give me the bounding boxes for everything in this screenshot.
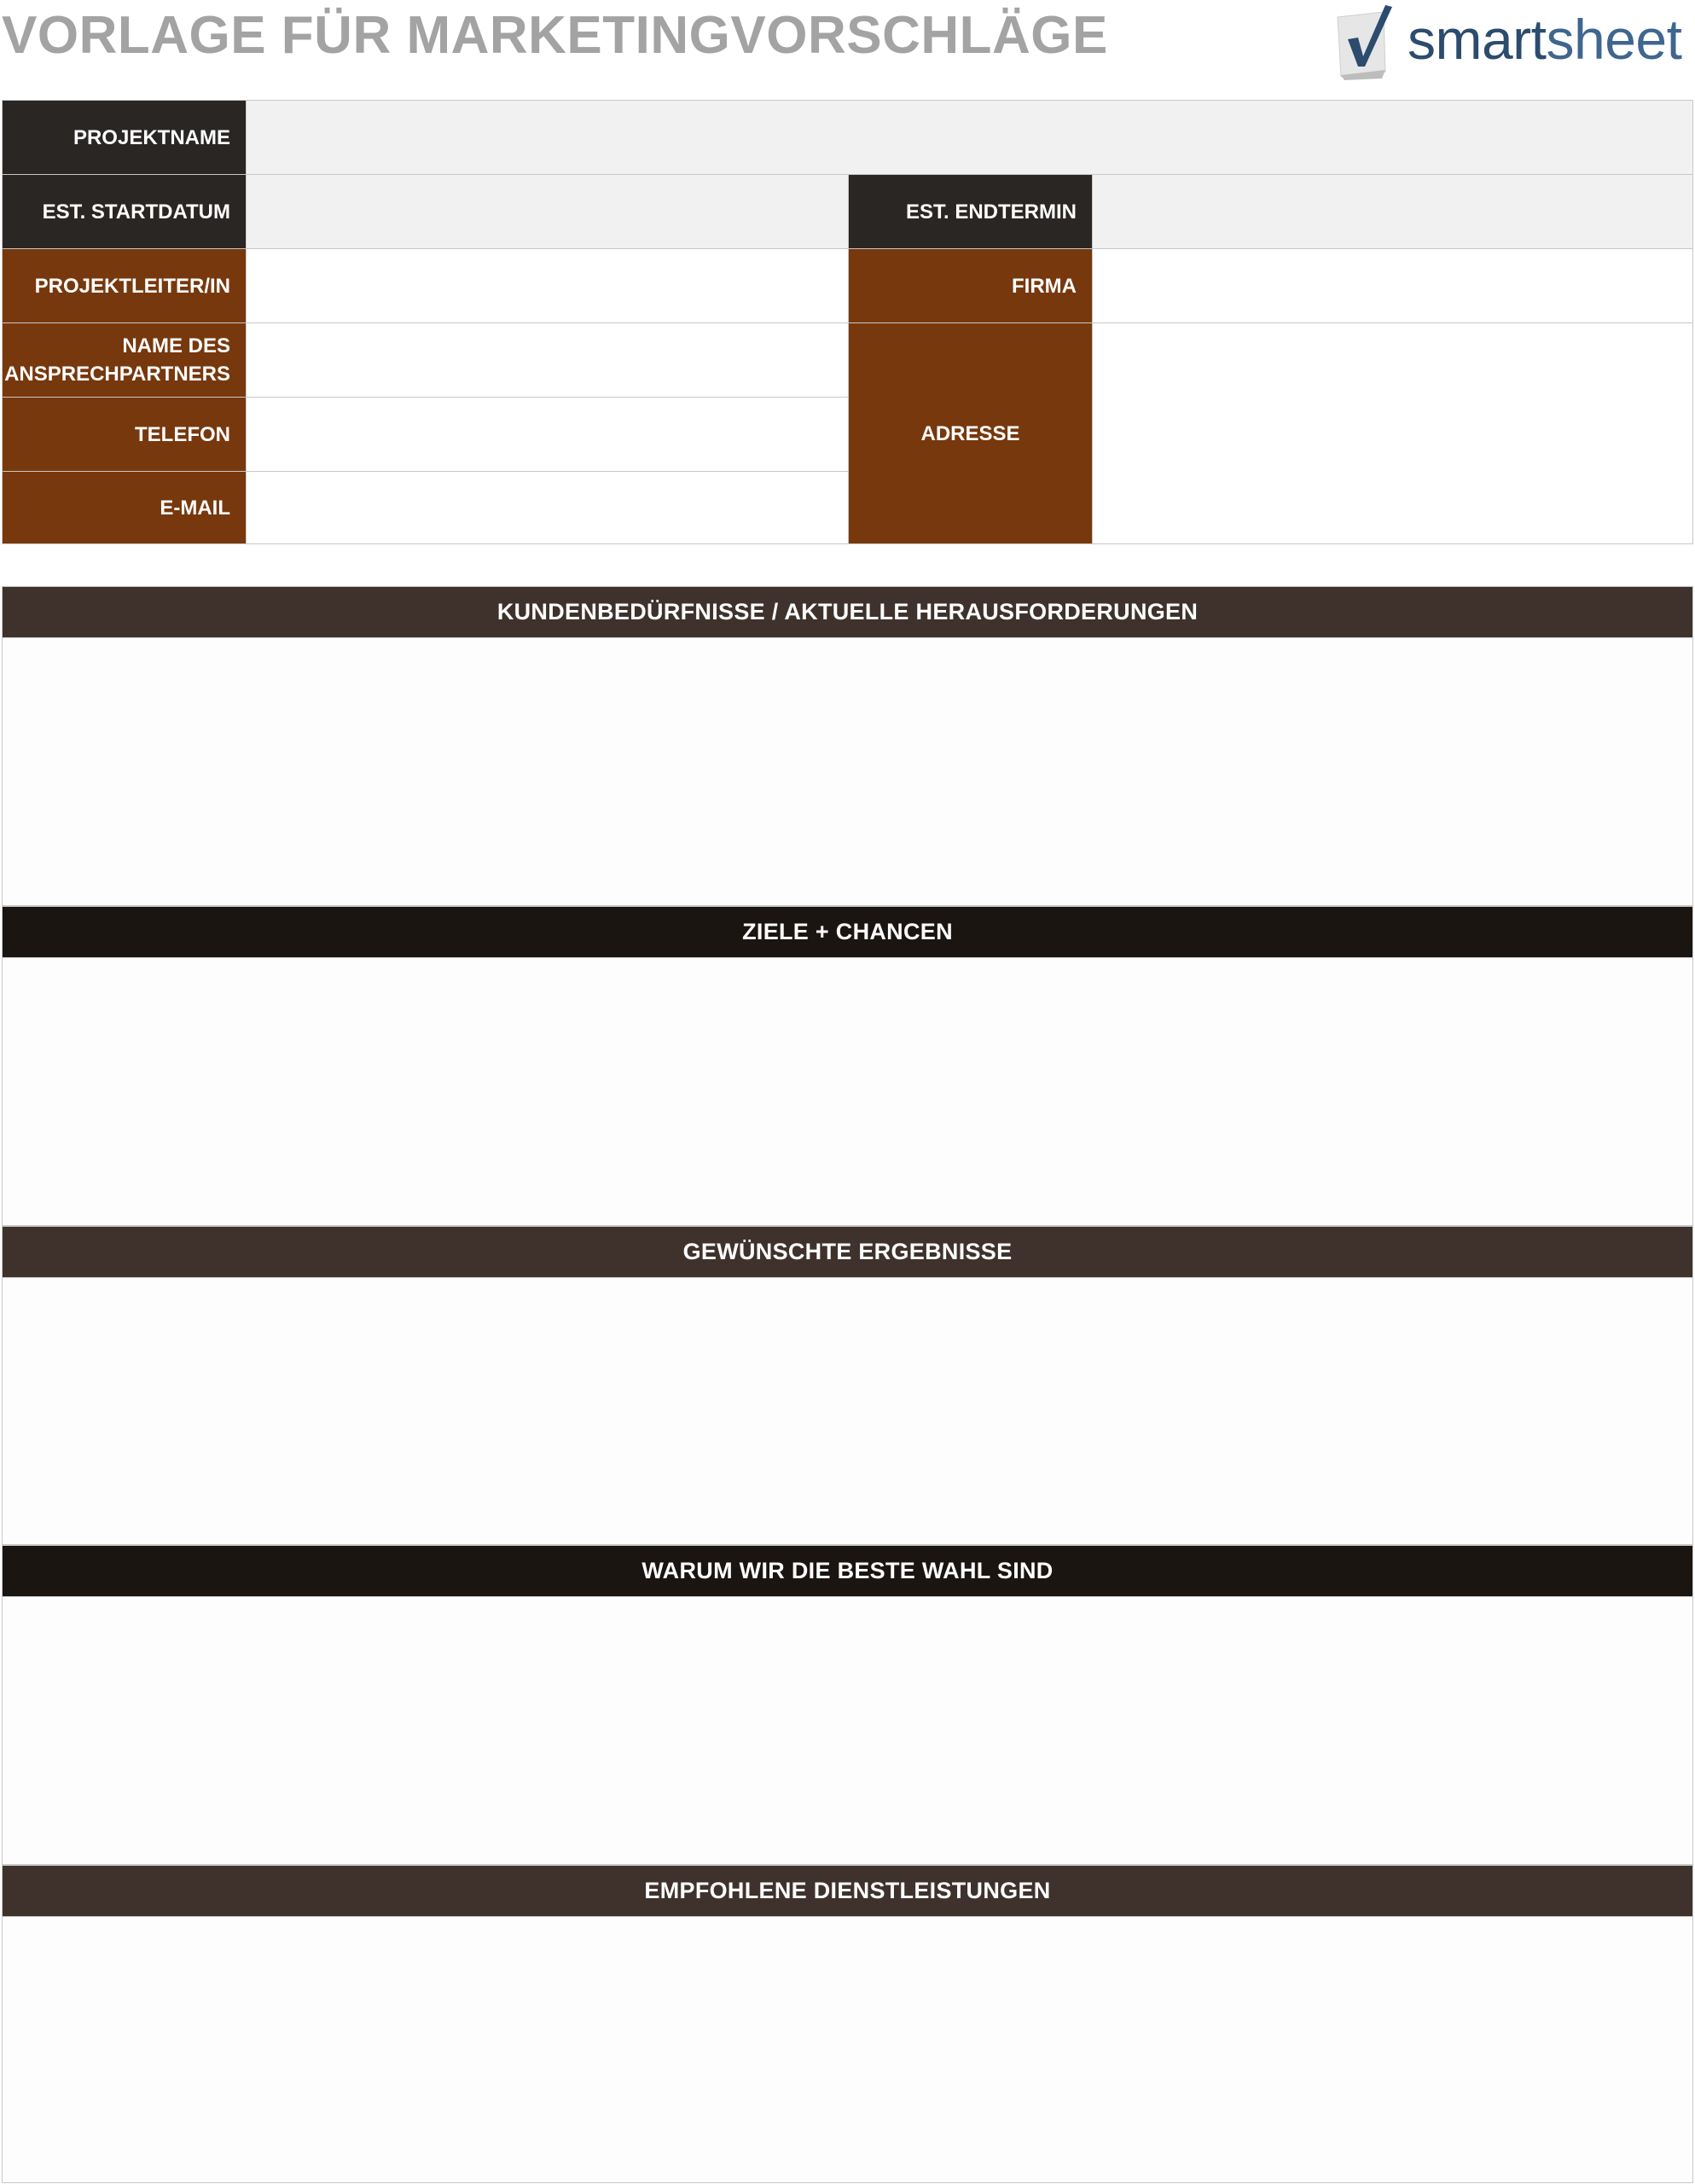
page-title: VORLAGE FÜR MARKETINGVORSCHLÄGE xyxy=(2,6,1108,65)
start-date-field[interactable] xyxy=(246,174,849,249)
section-body-goals[interactable] xyxy=(2,958,1693,1226)
project-name-label: PROJEKTNAME xyxy=(2,100,247,175)
smartsheet-logo xyxy=(1332,0,1695,85)
section-header-customer-needs: KUNDENBEDÜRFNISSE / AKTUELLE HERAUSFORDERUNGEN xyxy=(2,586,1693,638)
end-date-field[interactable] xyxy=(1092,174,1693,249)
logo-text-smart: smart xyxy=(1408,8,1547,71)
address-label: ADRESSE xyxy=(848,322,1093,544)
company-field[interactable] xyxy=(1092,248,1693,323)
section-header-desired-results: GEWÜNSCHTE ERGEBNISSE xyxy=(2,1226,1693,1278)
phone-label: TELEFON xyxy=(2,397,247,472)
end-date-label: EST. ENDTERMIN xyxy=(848,174,1093,249)
project-lead-label: PROJEKTLEITER/IN xyxy=(2,248,247,323)
address-field[interactable] xyxy=(1092,322,1693,544)
email-field[interactable] xyxy=(246,471,849,544)
checkmark-icon xyxy=(1332,3,1397,80)
phone-field[interactable] xyxy=(246,397,849,472)
start-date-label: EST. STARTDATUM xyxy=(2,174,247,249)
section-body-desired-results[interactable] xyxy=(2,1278,1693,1545)
email-label: E-MAIL xyxy=(2,471,247,544)
logo-wordmark xyxy=(1408,5,1681,73)
section-header-goals: ZIELE + CHANCEN xyxy=(2,906,1693,958)
logo-text-sheet: sheet xyxy=(1546,8,1682,71)
project-name-field[interactable] xyxy=(246,100,1693,175)
section-header-recommended-services: EMPFOHLENE DIENSTLEISTUNGEN xyxy=(2,1865,1693,1917)
project-lead-field[interactable] xyxy=(246,248,849,323)
company-label: FIRMA xyxy=(848,248,1093,323)
contact-name-field[interactable] xyxy=(246,322,849,398)
section-body-customer-needs[interactable] xyxy=(2,638,1693,906)
section-header-why-us: WARUM WIR DIE BESTE WAHL SIND xyxy=(2,1545,1693,1597)
contact-name-label: NAME DES ANSPRECHPARTNERS xyxy=(2,322,247,398)
section-body-why-us[interactable] xyxy=(2,1597,1693,1865)
section-body-recommended-services[interactable] xyxy=(2,1917,1693,2183)
